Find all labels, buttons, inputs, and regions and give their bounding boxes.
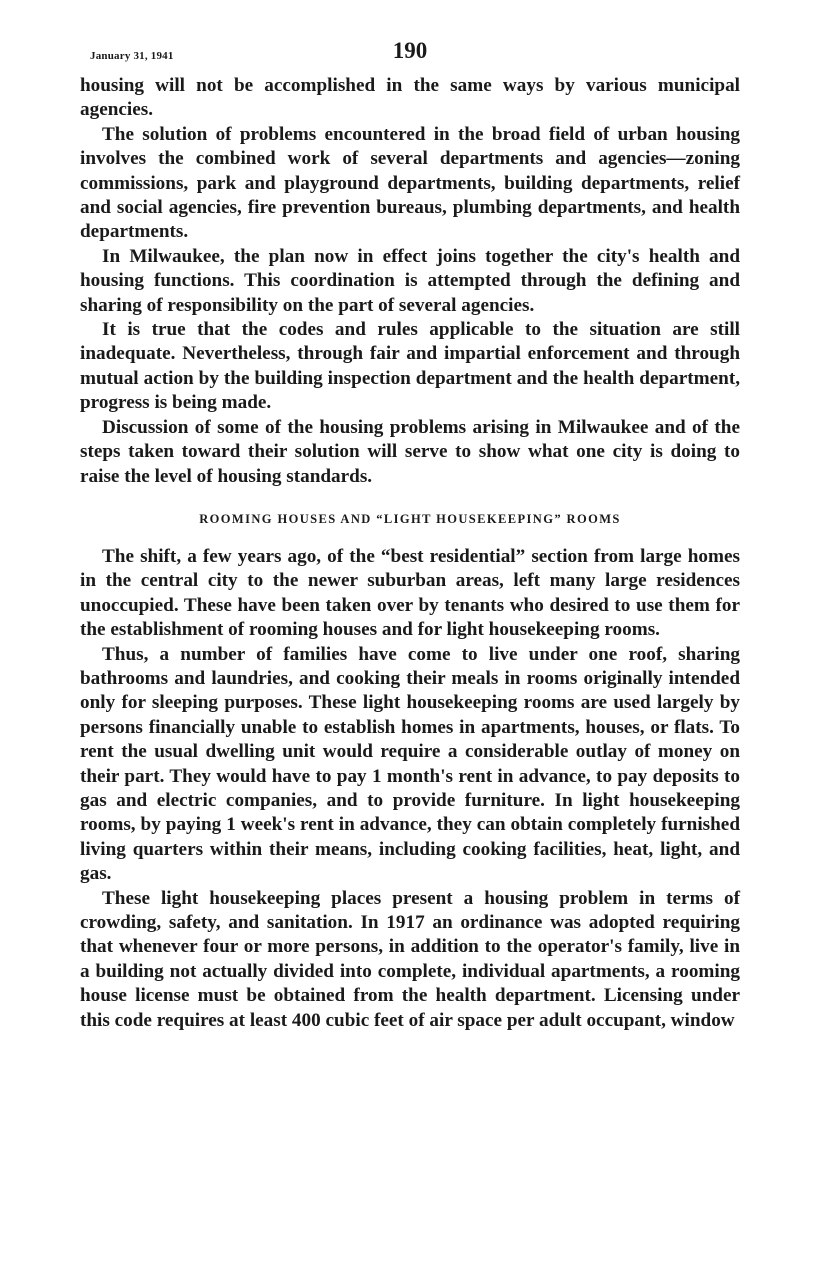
document-page — [80, 38, 740, 1033]
paragraph: Discussion of some of the housing problems arising in Milwaukee and of the steps taken toward their solution will serve to show what one city is doing to raise the level of housing standards. — [80, 416, 740, 487]
section-heading: ROOMING HOUSES AND “LIGHT HOUSEKEEPING” ROOMS — [199, 511, 621, 526]
paragraph: These light housekeeping places present a housing problem in terms of crowding, safety, and sanitation. In 1917 an ordinance was adopted requiring that whenever four or more persons, in addition to the operator's family, live in a building not actually divided into complete, individual apartments, a rooming house license must be obtained from the health department. Licensing under this code requires at least 400 cubic feet of air space per adult occupant, window — [80, 887, 740, 1031]
rooming-houses-section — [80, 545, 740, 1033]
header-date: January 31, 1941 — [90, 50, 174, 62]
page-header — [80, 38, 740, 74]
paragraph: Thus, a number of families have come to live under one roof, sharing bathrooms and laundries, and cooking their meals in rooms originally intended only for sleeping purposes. These light housekeeping rooms are used largely by persons financially unable to establish homes in apartments, houses, or flats. To rent the usual dwelling unit would require a considerable outlay of money on their part. They would have to pay 1 month's rent in advance, to pay deposits to gas and electric companies, and to provide furniture. In light housekeeping rooms, by paying 1 week's rent in advance, they can obtain completely furnished living quarters within their means, including cooking facilities, heat, light, and gas. — [80, 643, 740, 885]
page-number: 190 — [392, 38, 428, 63]
paragraph: housing will not be accomplished in the same ways by various municipal agencies. — [80, 75, 740, 121]
intro-section — [80, 74, 740, 489]
paragraph: It is true that the codes and rules applicable to the situation are still inadequate. Nevertheless, through fair and impartial enforcement and through mutual action by the building inspection department and the health department, progress is being made. — [80, 319, 740, 414]
paragraph: The shift, a few years ago, of the “best residential” section from large homes in the central city to the newer suburban areas, left many large residences unoccupied. These have been taken over by tenants who desired to use them for the establishment of rooming houses and for light housekeeping rooms. — [80, 545, 740, 641]
paragraph: The solution of problems encountered in the broad field of urban housing involves the combined work of several departments and agencies—zoning commissions, park and playground departments, building departments, relief and social agencies, fire prevention bureaus, plumbing departments, and health departments. — [80, 123, 740, 243]
paragraph: In Milwaukee, the plan now in effect joins together the city's health and housing functions. This coordination is attempted through the defining and sharing of responsibility on the part of several agencies. — [80, 245, 740, 316]
